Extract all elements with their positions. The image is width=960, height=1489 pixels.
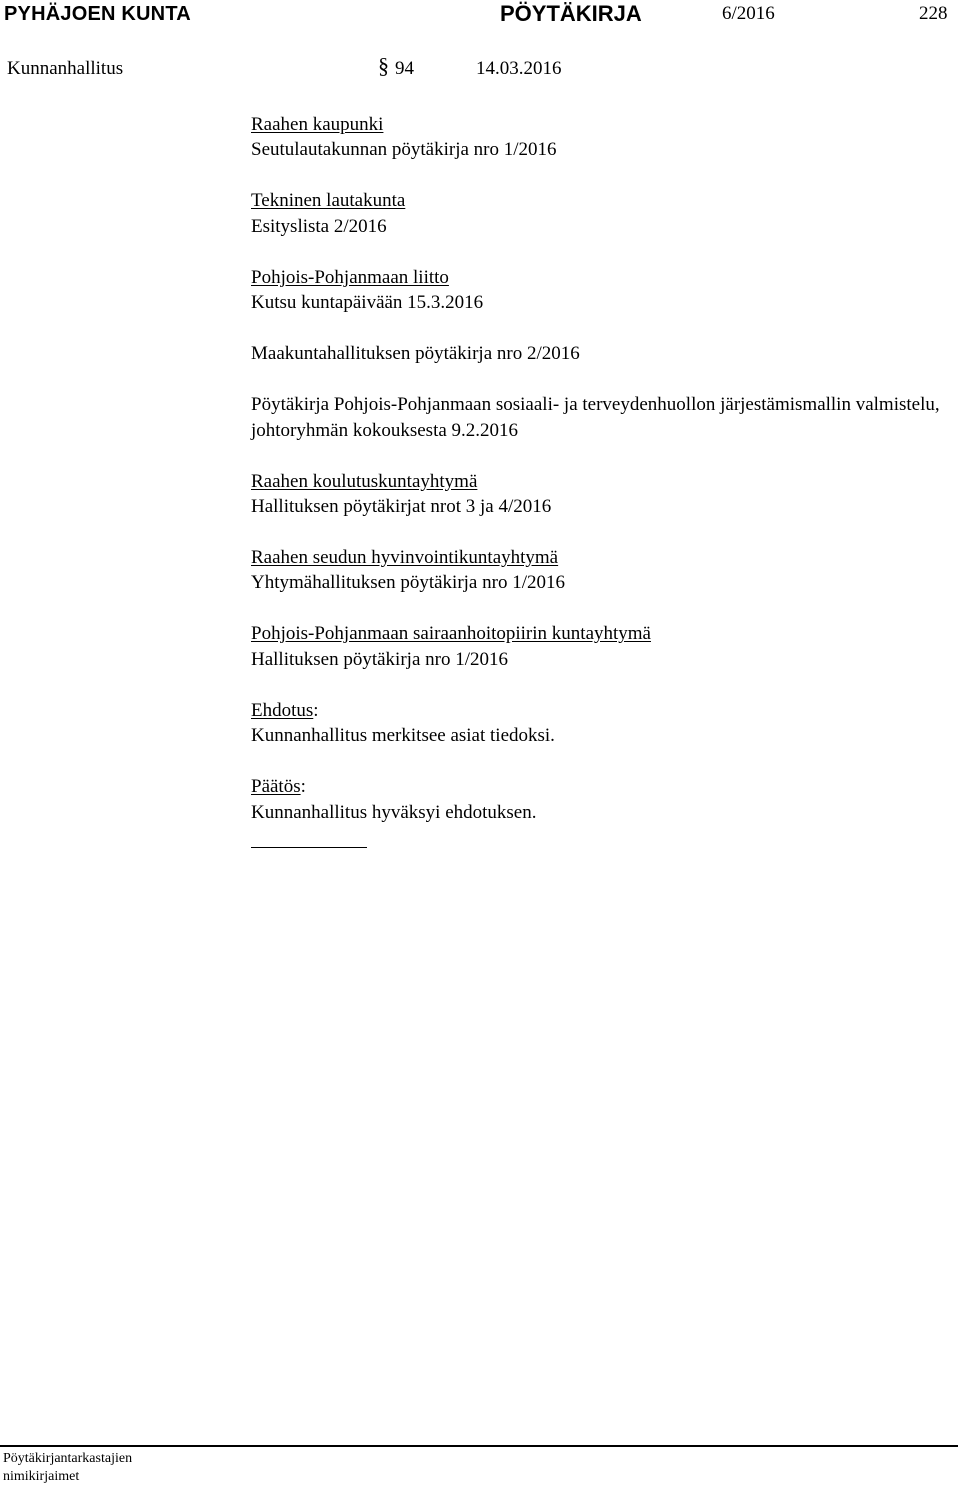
proposal-heading [251, 698, 951, 723]
decision-heading [251, 774, 951, 799]
list-item [251, 188, 951, 239]
item-title: Raahen kaupunki [251, 114, 384, 135]
list-item [251, 265, 951, 316]
end-divider [251, 847, 367, 848]
document-type: PÖYTÄKIRJA [500, 1, 642, 26]
section-number: 94 [395, 58, 414, 79]
footer-line-1: Pöytäkirjantarkastajien [3, 1451, 133, 1466]
footer-initials-label [3, 1450, 132, 1486]
document-body [251, 112, 951, 825]
item-title: Raahen seudun hyvinvointikuntayhtymä [251, 547, 559, 569]
list-item [251, 621, 951, 672]
paragraph: Pöytäkirja Pohjois-Pohjanmaan sosiaali- ja terveydenhuollon järjestämismallin valmistelu, johtoryhmän kokouksesta 9.2.2016 [251, 394, 940, 441]
item-title: Pohjois-Pohjanmaan sairaanhoitopiirin kuntayhtymä [251, 623, 651, 645]
item-text: Yhtymähallituksen pöytäkirja nro 1/2016 [251, 572, 565, 594]
footer-divider [0, 1445, 958, 1447]
decision-text: Kunnanhallitus hyväksyi ehdotuksen. [251, 801, 537, 823]
paragraph [251, 341, 951, 366]
item-text: Hallituksen pöytäkirja nro 1/2016 [251, 648, 508, 670]
decision-section [251, 774, 951, 825]
list-item [251, 112, 951, 163]
proposal-section [251, 698, 951, 749]
item-title: Tekninen lautakunta [251, 190, 406, 212]
proposal-label: Ehdotus [251, 699, 314, 721]
meeting-date: 14.03.2016 [476, 58, 562, 79]
footer-line-2: nimikirjaimet [3, 1469, 80, 1484]
decision-label: Päätös [251, 776, 301, 798]
page-number: 228 [919, 3, 948, 24]
paragraph-text: Maakuntahallituksen pöytäkirja nro 2/2016 [251, 343, 580, 365]
list-item [251, 469, 951, 520]
item-text: Seutulautakunnan pöytäkirja nro 1/2016 [251, 139, 557, 161]
item-title: Pohjois-Pohjanmaan liitto [251, 266, 449, 288]
item-text: Kutsu kuntapäivään 15.3.2016 [251, 292, 484, 314]
proposal-text: Kunnanhallitus merkitsee asiat tiedoksi. [251, 725, 555, 747]
document-number: 6/2016 [722, 3, 775, 24]
item-text: Esityslista 2/2016 [251, 215, 387, 237]
item-text: Hallituksen pöytäkirjat nrot 3 ja 4/2016 [251, 496, 552, 518]
label-colon: : [300, 776, 306, 798]
section-symbol: § [378, 53, 389, 78]
organization-name: PYHÄJOEN KUNTA [4, 3, 191, 25]
label-colon: : [313, 699, 319, 721]
governing-body: Kunnanhallitus [7, 58, 124, 79]
item-title: Raahen koulutuskuntayhtymä [251, 470, 478, 492]
list-item [251, 545, 951, 596]
